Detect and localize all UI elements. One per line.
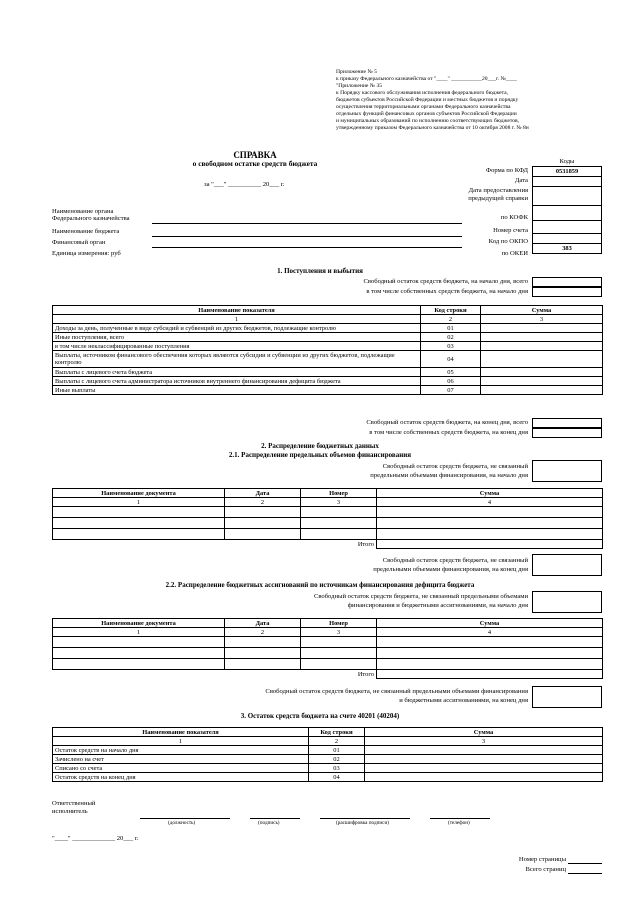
- row-code: 07: [421, 386, 481, 395]
- sub1-end-label-2: предельными объемами финансирования, на конец дня: [373, 566, 528, 573]
- section3-title: 3. Остаток средств бюджета на счете 40201 (40204): [240, 712, 400, 720]
- balance-end-label: Свободный остаток средств бюджета, на конец дня, всего: [366, 419, 528, 426]
- cell-date[interactable]: [225, 529, 301, 540]
- row-code: 04: [309, 773, 365, 782]
- cell-num[interactable]: [301, 507, 377, 518]
- own-end-box[interactable]: [532, 428, 602, 438]
- row-name: Выплаты с лицевого счета бюджета: [53, 368, 421, 377]
- position-line[interactable]: [140, 818, 230, 819]
- table-row: [53, 529, 603, 540]
- sign-line[interactable]: [250, 818, 300, 819]
- total-label: Итого: [357, 540, 374, 548]
- table-row: [53, 659, 603, 670]
- section22-title: 2.2. Распределение бюджетных ассигнований по источникам финансирования дефицита бюджета: [165, 581, 475, 589]
- table-row: [53, 518, 603, 529]
- section21-table: [52, 488, 603, 549]
- row-sum[interactable]: [481, 342, 603, 351]
- sub2-start-box[interactable]: [532, 591, 602, 613]
- position-caption: (должность): [168, 820, 196, 826]
- org-label-2: Федерального казначейства: [52, 215, 130, 222]
- balance-end-box[interactable]: [532, 418, 602, 428]
- signature-date: "____" _____________ 20___ г.: [52, 835, 139, 842]
- cell-sum[interactable]: [377, 529, 603, 540]
- row-code: 02: [421, 333, 481, 342]
- cell-doc[interactable]: [53, 637, 225, 648]
- date-code[interactable]: [533, 177, 602, 187]
- date-provided-label: Дата предоставления: [468, 187, 528, 194]
- cell-doc[interactable]: [53, 648, 225, 659]
- okei-code: 383: [533, 244, 602, 254]
- cell-date[interactable]: [225, 659, 301, 670]
- fin-org-label: Финансовый орган: [52, 239, 106, 246]
- header-line: осуществления территориальными органами Федерального казначейства: [336, 104, 511, 110]
- sign-caption: (подпись): [258, 820, 280, 826]
- col-name-header: Наименование показателя: [53, 306, 421, 315]
- org-label: Наименование органа: [52, 208, 114, 215]
- account-code[interactable]: [533, 221, 602, 234]
- col-number: 1: [53, 315, 421, 324]
- sub1-start-box[interactable]: [532, 460, 602, 482]
- header-line: "Приложение № 35: [336, 83, 383, 89]
- decode-line[interactable]: [320, 818, 410, 819]
- cell-doc[interactable]: [53, 529, 225, 540]
- section2-title: 2. Распределение бюджетных данных: [261, 442, 379, 450]
- sub1-start-label: Свободный остаток средств бюджета, не связанный: [382, 463, 528, 470]
- fin-org-underline[interactable]: [152, 247, 462, 248]
- header-line: и муниципальных образований по исполнению соответствующих бюджетов,: [336, 118, 520, 124]
- col-number: 1: [53, 498, 225, 507]
- responsible-label: Ответственный: [52, 800, 96, 807]
- sub1-start-label-2: предельными объемами финансирования, на начало дня: [370, 472, 528, 479]
- doc-title: СПРАВКА: [233, 150, 277, 160]
- budget-label: Наименование бюджета: [52, 228, 120, 235]
- prev-date-code[interactable]: [533, 187, 602, 206]
- total-sum[interactable]: [377, 540, 603, 549]
- table-row: [53, 746, 603, 755]
- row-name: Остаток средств на начало дня: [53, 746, 309, 755]
- okpo-code[interactable]: [533, 234, 602, 244]
- table-row: [53, 773, 603, 782]
- sub2-start-label-2: финансирования и бюджетными ассигнованиями, на начало дня: [347, 602, 528, 609]
- page-number-label: Номер страницы: [518, 856, 566, 863]
- budget-underline[interactable]: [152, 236, 462, 237]
- row-sum[interactable]: [481, 333, 603, 342]
- own-end-label: в том числе собственных средств бюджета, на конец дня: [369, 429, 528, 436]
- table-row: [53, 648, 603, 659]
- table-row: [53, 386, 603, 395]
- sub1-end-label: Свободный остаток средств бюджета, не связанный: [382, 557, 528, 564]
- own-start-box[interactable]: [532, 287, 602, 297]
- col-number: 3: [365, 737, 603, 746]
- col-number: 3: [301, 498, 377, 507]
- col-num-header: Номер: [301, 489, 377, 498]
- date-provided-label-2: предыдущей справки: [468, 195, 528, 202]
- row-sum[interactable]: [365, 764, 603, 773]
- col-doc-header: Наименование документа: [53, 619, 225, 628]
- table-row: [53, 764, 603, 773]
- table-row: [53, 342, 603, 351]
- phone-caption: (телефон): [448, 820, 470, 826]
- header-line: отдельных функций финансовых органов субъектов Российской Федерации: [336, 111, 517, 117]
- col-number: 2: [225, 498, 301, 507]
- cell-doc[interactable]: [53, 518, 225, 529]
- col-number: 1: [53, 628, 225, 637]
- col-sum-header: Сумма: [481, 306, 603, 315]
- cell-num[interactable]: [301, 518, 377, 529]
- own-start-label: в том числе собственных средств бюджета, на начало дня: [366, 288, 528, 295]
- col-number: 4: [377, 628, 603, 637]
- row-sum[interactable]: [481, 368, 603, 377]
- table-row: [53, 324, 603, 333]
- balance-start-label: Свободный остаток средств бюджета, на начало дня, всего: [363, 278, 528, 285]
- row-name: Выплаты, источником финансового обеспечения которых являются субсидии и субвенции из других бюджетов, подлежащие контролю: [53, 351, 421, 368]
- row-code: 04: [421, 351, 481, 368]
- row-sum[interactable]: [481, 351, 603, 368]
- row-sum[interactable]: [481, 377, 603, 386]
- cell-num[interactable]: [301, 529, 377, 540]
- page-number-line[interactable]: [568, 863, 602, 864]
- table-row: [53, 351, 603, 368]
- row-sum[interactable]: [365, 773, 603, 782]
- row-name: Остаток средств на конец дня: [53, 773, 309, 782]
- row-code: 01: [309, 746, 365, 755]
- header-line: к приказу Федерального казначейства от "____" ___________20___г. №____: [336, 76, 517, 82]
- row-sum[interactable]: [481, 324, 603, 333]
- row-sum[interactable]: [365, 755, 603, 764]
- cell-sum[interactable]: [377, 507, 603, 518]
- row-code: 02: [309, 755, 365, 764]
- table-row: [53, 637, 603, 648]
- section3-table: [52, 727, 603, 782]
- pages-total-label: Всего страниц: [525, 866, 566, 873]
- header-line: бюджетов субъектов Российской Федерации и местных бюджетов и порядку: [336, 97, 519, 103]
- col-doc-header: Наименование документа: [53, 489, 225, 498]
- sub2-start-label: Свободный остаток средств бюджета, не связанный предельными объемами: [313, 593, 528, 600]
- col-date-header: Дата: [225, 489, 301, 498]
- section1-title: 1. Поступления и выбытия: [277, 267, 363, 275]
- row-name: в том числе неклассифицированные поступления: [53, 342, 421, 351]
- cell-doc[interactable]: [53, 659, 225, 670]
- col-number: 1: [53, 737, 309, 746]
- row-code: 01: [421, 324, 481, 333]
- sub1-end-box[interactable]: [532, 554, 602, 576]
- table-row: [53, 333, 603, 342]
- col-number: 2: [421, 315, 481, 324]
- col-code-header: Код строки: [421, 306, 481, 315]
- col-sum-header: Сумма: [377, 489, 603, 498]
- cell-sum[interactable]: [377, 648, 603, 659]
- balance-start-box[interactable]: [532, 277, 602, 287]
- total-label: Итого: [357, 670, 374, 678]
- table-row: [53, 755, 603, 764]
- account-label: Номер счета: [493, 227, 528, 234]
- cell-num[interactable]: [301, 648, 377, 659]
- col-code-header: Код строки: [309, 728, 365, 737]
- col-sum-header: Сумма: [365, 728, 603, 737]
- section1-table: [52, 305, 603, 395]
- doc-subtitle: о свободном остатке средств бюджета: [192, 159, 318, 168]
- section22-table: [52, 618, 603, 679]
- row-name: Выплаты с лицевого счета администратора источников внутреннего финансирования дефицита бюджета: [53, 377, 421, 386]
- col-number: 2: [225, 628, 301, 637]
- okpo-label: Код по ОКПО: [488, 238, 528, 245]
- table-row: [53, 540, 603, 549]
- cell-sum[interactable]: [377, 637, 603, 648]
- codes-header: Коды: [559, 158, 575, 165]
- row-name: Доходы за день, полученные в виде субсидий и субвенций из других бюджетов, подлежащие контролю: [53, 324, 421, 333]
- table-row: [53, 368, 603, 377]
- responsible-label-2: исполнитель: [52, 808, 88, 815]
- col-date-header: Дата: [225, 619, 301, 628]
- col-number: 4: [377, 498, 603, 507]
- col-name-header: Наименование показателя: [53, 728, 309, 737]
- decode-caption: (расшифровка подписи): [336, 820, 389, 826]
- org-underline[interactable]: [152, 223, 462, 224]
- row-sum[interactable]: [481, 386, 603, 395]
- kofk-label: по КОФК: [500, 214, 528, 221]
- cell-num[interactable]: [301, 659, 377, 670]
- section21-title: 2.1. Распределение предельных объемов финансирования: [228, 451, 412, 459]
- phone-line[interactable]: [430, 818, 490, 819]
- cell-date[interactable]: [225, 648, 301, 659]
- sub2-end-label: Свободный остаток средств бюджета, не связанный предельными объемами финансирования: [265, 688, 528, 695]
- row-code: 03: [309, 764, 365, 773]
- row-name: Списано со счета: [53, 764, 309, 773]
- cell-sum[interactable]: [377, 659, 603, 670]
- row-name: Зачислено на счет: [53, 755, 309, 764]
- row-sum[interactable]: [365, 746, 603, 755]
- col-num-header: Номер: [301, 619, 377, 628]
- table-row: [53, 507, 603, 518]
- okei-label: по ОКЕИ: [501, 250, 528, 257]
- pages-total-line[interactable]: [568, 873, 602, 874]
- col-number: 3: [301, 628, 377, 637]
- row-name: Иные выплаты: [53, 386, 421, 395]
- kofk-code[interactable]: [533, 206, 602, 221]
- cell-date[interactable]: [225, 507, 301, 518]
- cell-doc[interactable]: [53, 507, 225, 518]
- cell-date[interactable]: [225, 637, 301, 648]
- sub2-end-box[interactable]: [532, 686, 602, 708]
- row-code: 03: [421, 342, 481, 351]
- codes-table: [532, 166, 602, 254]
- report-date: за "___" __________ 20___ г.: [204, 181, 285, 188]
- cell-num[interactable]: [301, 637, 377, 648]
- row-name: Иные поступления, всего: [53, 333, 421, 342]
- row-code: 05: [421, 368, 481, 377]
- cell-date[interactable]: [225, 518, 301, 529]
- unit-label: Единица измерения: руб: [52, 250, 121, 257]
- col-sum-header: Сумма: [377, 619, 603, 628]
- table-row: [53, 377, 603, 386]
- table-row: [53, 670, 603, 679]
- header-line: к Порядку кассового обслуживания исполнения федерального бюджета,: [336, 90, 508, 96]
- header-line: Приложение № 5: [336, 69, 377, 75]
- total-sum[interactable]: [377, 670, 603, 679]
- col-number: 2: [309, 737, 365, 746]
- date-label: Дата: [514, 177, 528, 184]
- header-line: утвержденному приказом Федерального казначейства от 10 октября 2008 г. № 8н: [336, 125, 529, 131]
- cell-sum[interactable]: [377, 518, 603, 529]
- form-code: 0531859: [533, 167, 602, 177]
- col-number: 3: [481, 315, 603, 324]
- row-code: 06: [421, 377, 481, 386]
- form-label: Форма по КФД: [485, 167, 528, 174]
- sub2-end-label-2: и бюджетными ассигнованиями, на конец дня: [399, 697, 528, 704]
